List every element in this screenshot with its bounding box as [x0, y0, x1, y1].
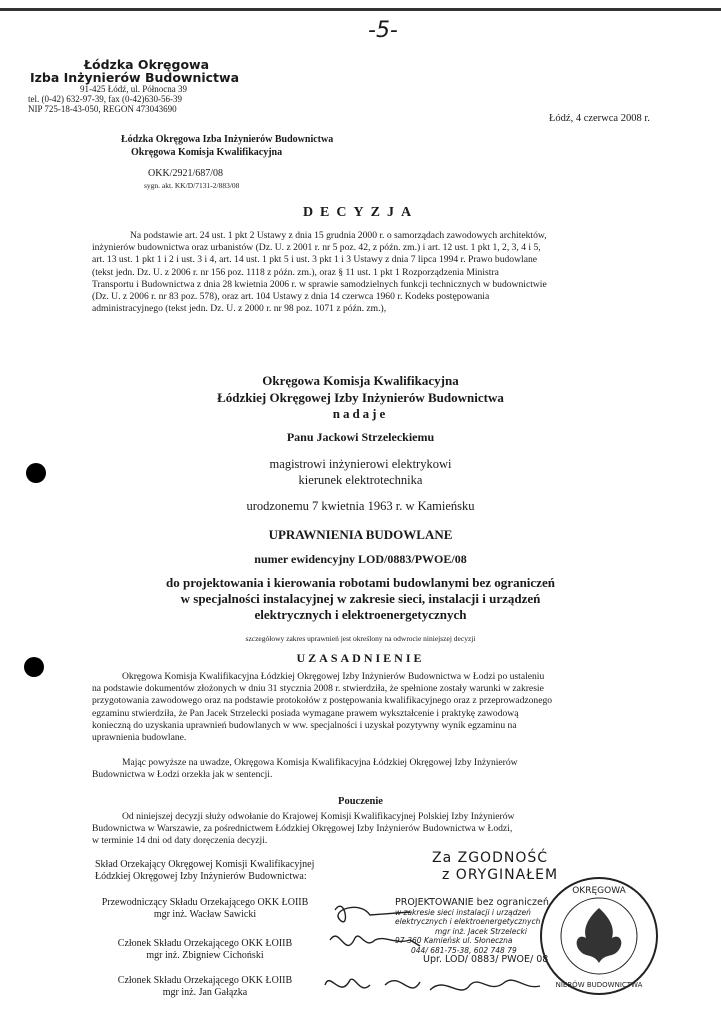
engineer-stamp-line: w zakresie sieci instalacji i urządzeń [395, 907, 531, 917]
recipient-title: magistrowi inżynierowi elektrykowi [269, 457, 452, 471]
issuer-chamber: Łódzka Okręgowa Izba Inżynierów Budownictwa [121, 134, 334, 145]
institution-address: 91-425 Łódź, ul. Północna 39 [80, 84, 187, 94]
panel-title [95, 859, 314, 883]
engineer-stamp-line: mgr inż. Jacek Strzelecki [435, 926, 527, 936]
engineer-stamp-line: elektrycznych i elektroenergetycznych [395, 917, 541, 926]
reference-file-number: sygn. akt. KK/D/7131-2/883/08 [144, 181, 240, 190]
document-title: DECYZJA [302, 205, 419, 220]
scope-line: elektrycznych i elektroenergetycznych [254, 607, 467, 622]
committee-name-line2: Łódzkiej Okręgowej Izby Inżynierów Budownictwa [217, 390, 504, 405]
institution-phone: tel. (0-42) 632-97-39, fax (0-42)630-56-39 [28, 94, 182, 104]
member2-role: Członek Składu Orzekającego OKK ŁOIIB [117, 975, 293, 986]
justification-line: Okręgowa Komisja Kwalifikacyjna Łódzkiej Okręgowej Izby Inżynierów Budownictwa w Łodzi po ustaleniu [122, 671, 545, 682]
institution-name-line2: Izba Inżynierów Budownictwa [30, 70, 240, 85]
conclusion-line: Budownictwa w Łodzi orzekła jak w sentencji. [92, 769, 273, 781]
panel-title-line1: Skład Orzekający Okręgowej Komisji Kwalifikacyjnej [95, 859, 315, 870]
panel-chair [80, 897, 330, 921]
panel-member-2 [80, 975, 330, 999]
engineer-stamp-line: Upr. LOD/ 0883/ PWOE/ 08 [423, 954, 549, 965]
legal-basis-line: (Dz. U. z 2006 r. nr 83 poz. 578), oraz art. 104 Ustawy z dnia 14 czerwca 1960 r. Kodeks postępowania [92, 291, 490, 303]
registry-number: numer ewidencyjny LOD/0883/PWOE/08 [254, 552, 467, 566]
scope-note: szczegółowy zakres uprawnień jest określony na odwrocie niniejszej decyzji [245, 634, 476, 643]
conclusion-line: Mając powyższe na uwadze, Okręgowa Komisja Kwalifikacyjna Łódzkiej Okręgowej Izby Inżynierów [122, 757, 518, 768]
justification-paragraph [92, 671, 654, 744]
institution-name-line1: Łódzka Okręgowa [84, 57, 210, 72]
legal-basis-line: Transportu i Budownictwa z dnia 28 kwietnia 2006 r. w sprawie samodzielnych funkcji technicznych w budownictwie [92, 278, 547, 290]
institution-nip-regon: NIP 725-18-43-050, REGON 473043690 [28, 104, 177, 114]
grants-verb: nadaje [332, 406, 389, 421]
instruction-paragraph [92, 811, 654, 848]
panel-title-line2: Łódzkiej Okręgowej Izby Inżynierów Budownictwa: [95, 871, 307, 882]
instruction-line: Od niniejszej decyzji służy odwołanie do Krajowej Komisji Kwalifikacyjnej Polskiej Izby Inżynierów [122, 811, 515, 822]
engineer-stamp-line: 97-360 Kamieńsk ul. Słoneczna [395, 936, 513, 945]
legal-basis-line: inżynierów budownictwa oraz urbanistów (Dz. U. z 2001 r. nr 5 poz. 42, z późn. zm.) i art. 12 ust. 1 pkt 1, 2, 3, 4 i 5, [92, 242, 541, 254]
member1-name: mgr inż. Zbigniew Cichoński [146, 950, 264, 961]
justification-line: egzaminu stwierdziła, że Pan Jacek Strzelecki posiada wymagane prawem wykształcenie i praktykę zawodową [92, 707, 519, 719]
engineer-stamp [395, 898, 549, 965]
scope-line: w specjalności instalacyjnej w zakresie sieci, instalacji i urządzeń [180, 591, 541, 606]
svg-text:OKRĘGOWA: OKRĘGOWA [572, 886, 626, 896]
reference-number: OKK/2921/687/08 [148, 168, 223, 179]
permit-title: UPRAWNIENIA BUDOWLANE [268, 527, 453, 542]
institution-header-stamp [28, 57, 240, 114]
chair-name: mgr inż. Wacław Sawicki [153, 909, 257, 920]
issuer-committee: Okręgowa Komisja Kwalifikacyjna [131, 147, 283, 158]
issue-date: Łódź, 4 czerwca 2008 r. [549, 113, 650, 124]
legal-basis-line: (tekst jedn. Dz. U. z 2006 r. nr 156 poz. 1118 z późn. zm.), oraz § 11 ust. 1 pkt 1 Rozporządzenia Ministra [92, 266, 499, 278]
svg-text:NIERÓW BUDOWNICTWA: NIERÓW BUDOWNICTWA [555, 981, 643, 989]
instruction-line: w terminie 14 dni od daty doręczenia decyzji. [92, 835, 268, 847]
official-round-seal [538, 873, 660, 999]
member1-role: Członek Składu Orzekającego OKK ŁOIIB [117, 938, 293, 949]
engineer-stamp-line: 044/ 681-75-38, 602 748 79 [411, 945, 517, 955]
issuer-block [121, 133, 333, 159]
legal-basis-line: administracyjnego (tekst jedn. Dz. U. z 2000 r. nr 98 poz. 1071 z późn. zm.), [92, 303, 387, 315]
top-border-line [0, 8, 721, 11]
recipient-field: kierunek elektrotechnika [298, 473, 423, 487]
legal-basis-line: art. 13 ust. 1 pkt 1 i 2 i ust. 3 i 4, art. 14 ust. 1 pkt 5 i ust. 3 pkt 1 i 3 Ustawy z dnia 7 lipca 1994 r. Prawo budowlane [92, 254, 538, 266]
legal-basis-line: Na podstawie art. 24 ust. 1 pkt 2 Ustawy z dnia 15 grudnia 2000 r. o samorządach zawodowych architektów, [130, 230, 547, 241]
justification-line: konieczną do uzyskania uprawnień budowlanych w ww. specjalności i uzyskał pozytywny wynik egzaminu na [92, 719, 517, 731]
justification-title: UZASADNIENIE [296, 651, 425, 665]
certified-copy-line1: Za ZGODNOŚĆ [432, 850, 549, 866]
recipient-name: Panu Jackowi Strzeleckiemu [286, 430, 435, 444]
instruction-title: Pouczenie [338, 796, 383, 807]
panel-member-1 [80, 938, 330, 962]
certified-copy-line2: z ORYGINAŁEM [442, 867, 559, 883]
engineer-stamp-line: PROJEKTOWANIE bez ograniczeń [395, 897, 549, 908]
binder-hole [24, 657, 44, 677]
conclusion-paragraph [92, 757, 654, 781]
instruction-line: Budownictwa w Warszawie, za pośrednictwem Łódzkiej Okręgowej Izby Inżynierów Budownictwa w Łodzi, [92, 823, 513, 835]
binder-hole [26, 463, 46, 483]
justification-line: uprawnienia budowlane. [92, 732, 187, 744]
chair-role: Przewodniczący Składu Orzekającego OKK ŁOIIB [101, 897, 309, 908]
scope-line: do projektowania i kierowania robotami budowlanymi bez ograniczeń [166, 575, 555, 590]
member2-name: mgr inż. Jan Gałązka [162, 987, 248, 998]
page-number: -5- [368, 18, 398, 43]
justification-line: przygotowania zawodowego oraz na podstawie protokołów z postępowania kwalifikacyjnego oraz z przeprowadzonego [92, 695, 553, 707]
case-reference [116, 168, 239, 192]
legal-basis-paragraph [92, 230, 654, 315]
justification-line: na podstawie dokumentów złożonych w dniu 31 stycznia 2008 r. stwierdziła, że spełnione zostały warunki w zakresie [92, 683, 544, 695]
committee-name-line1: Okręgowa Komisja Kwalifikacyjna [262, 373, 459, 388]
recipient-birth: urodzonemu 7 kwietnia 1963 r. w Kamieńsku [246, 499, 475, 513]
